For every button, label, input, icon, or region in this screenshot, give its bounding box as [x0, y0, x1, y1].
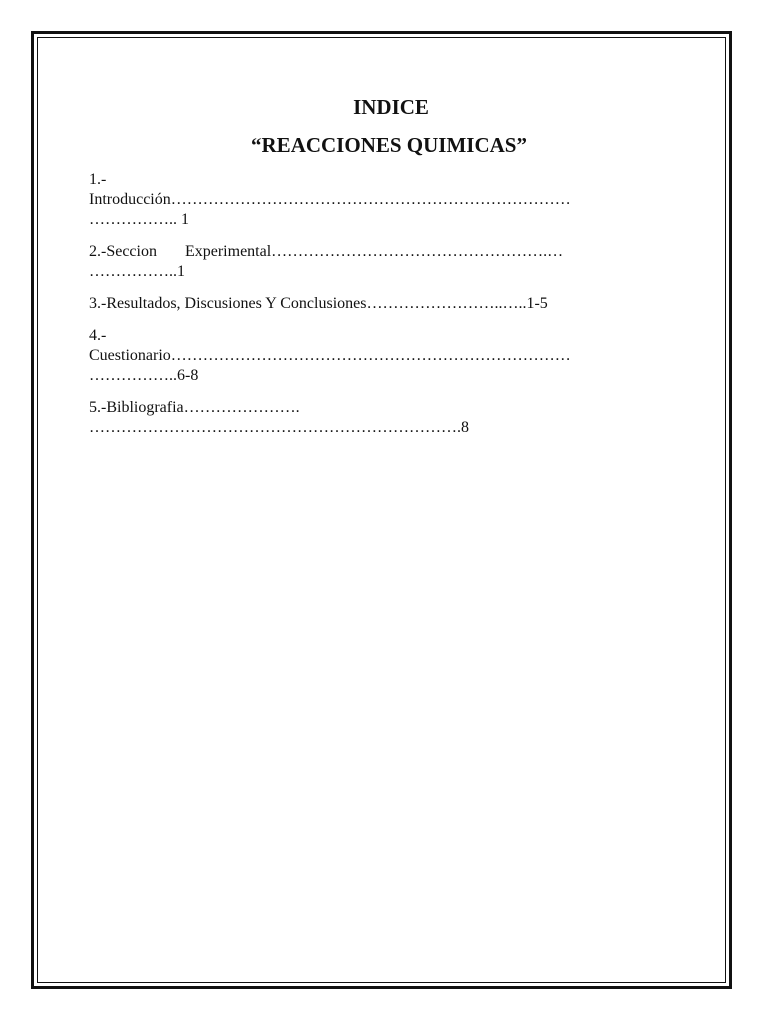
- toc-line: 2.-Seccion Experimental…………………………………………….…: [89, 243, 564, 260]
- toc-line: Cuestionario…………………………………………………………………: [89, 347, 571, 364]
- toc-line: ……………..1: [89, 263, 185, 280]
- toc-entry-introduccion: [89, 170, 689, 230]
- document-subtitle: “REACCIONES QUIMICAS”: [251, 133, 527, 157]
- toc-entry-cuestionario: [89, 326, 689, 386]
- toc-line: …………………………………………………………….8: [89, 419, 469, 436]
- toc-line: 5.-Bibliografia………………….: [89, 399, 300, 416]
- toc-entry-resultados: [89, 294, 689, 314]
- toc-entry-seccion-experimental: [89, 242, 689, 282]
- table-of-contents: [89, 170, 689, 438]
- toc-line: 4.-: [89, 327, 107, 344]
- toc-entry-bibliografia: [89, 398, 689, 438]
- toc-line: 3.-Resultados, Discusiones Y Conclusiones……………………..…..1-5: [89, 295, 548, 312]
- document-body: [89, 92, 689, 450]
- toc-line: …………….. 1: [89, 211, 189, 228]
- toc-line: ……………..6-8: [89, 367, 199, 384]
- document-title: INDICE: [353, 95, 429, 119]
- toc-line: 1.-: [89, 171, 107, 188]
- toc-line: Introducción…………………………………………………………………: [89, 191, 571, 208]
